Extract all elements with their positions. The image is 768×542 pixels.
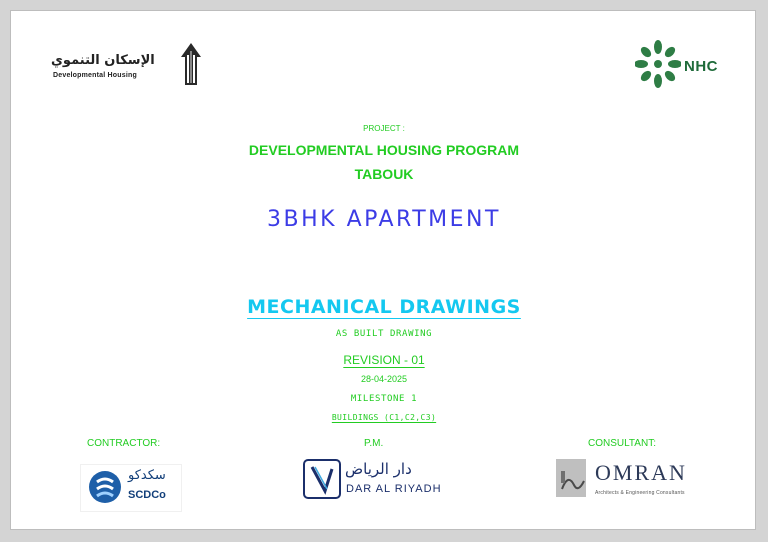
revision-date: 28-04-2025 (360, 374, 408, 384)
pm-label: P.M. (364, 438, 384, 449)
buildings-text: BUILDINGS (C1,C2,C3) (331, 413, 437, 422)
consultant-label: CONSULTANT: (588, 438, 656, 449)
revision-text: REVISION - 01 (343, 353, 425, 367)
nhc-logo-text: NHC (684, 58, 718, 75)
pm-logo-arabic: دار الرياض (345, 460, 412, 478)
pm-logo-english: DAR AL RIYADH (346, 483, 442, 495)
developer-emblem-icon (177, 41, 205, 87)
project-city: TABOUK (354, 166, 414, 182)
contractor-logo-arabic: سكدكو (128, 468, 166, 483)
title-sheet (10, 10, 756, 530)
drawing-title-text: MECHANICAL DRAWINGS (247, 296, 521, 318)
developer-logo-english: Developmental Housing (53, 72, 137, 79)
consultant-logo-icon (558, 465, 586, 495)
unit-type-title: 3BHK APARTMENT (267, 207, 501, 232)
developer-logo-arabic: الإسكان التنموي (51, 53, 155, 68)
consultant-tagline: Architects & Engineering Consultants (595, 490, 685, 496)
contractor-logo-icon (87, 469, 123, 505)
nhc-logo-icon (635, 39, 681, 89)
drawing-title (11, 296, 757, 318)
pm-logo-icon (303, 459, 341, 499)
drawing-status: AS BUILT DRAWING (335, 329, 433, 339)
buildings (11, 413, 757, 422)
contractor-label: CONTRACTOR: (87, 438, 161, 449)
project-label: PROJECT : (363, 124, 405, 133)
consultant-logo-text: OMRAN (595, 460, 687, 485)
revision (11, 353, 757, 367)
contractor-logo-english: SCDCo (128, 489, 166, 501)
project-name: DEVELOPMENTAL HOUSING PROGRAM (248, 142, 520, 158)
milestone: MILESTONE 1 (350, 394, 418, 404)
